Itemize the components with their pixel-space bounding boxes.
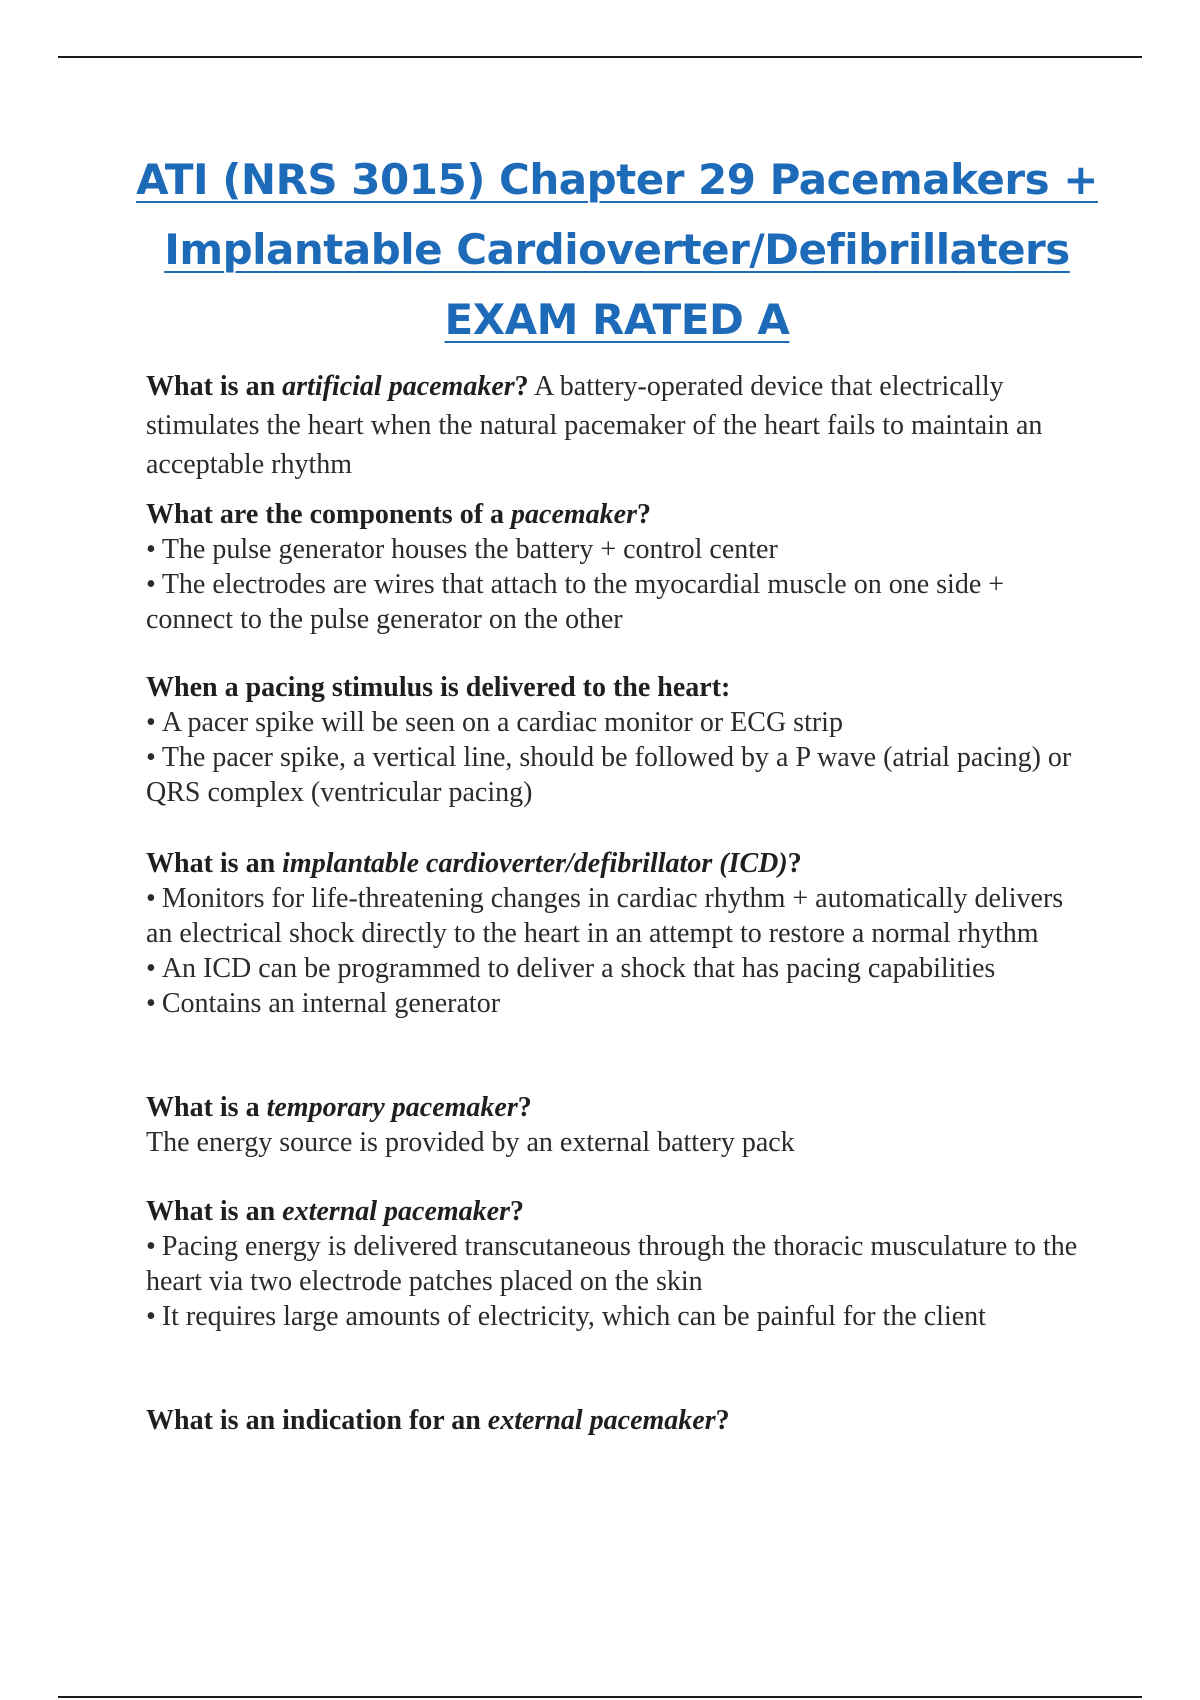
title-line-1: ATI (NRS 3015) Chapter 29 Pacemakers +: [136, 155, 1098, 204]
answer-artificial: A battery-operated device that electrically stimulates the heart when the natural pacemaker of the heart fails to maintain an acceptable rhythm: [146, 371, 1043, 480]
section-artificial-pacemaker: [146, 367, 1090, 484]
bullet-list-components: [146, 532, 1090, 637]
list-item: • Pacing energy is delivered transcutaneous through the thoracic musculature to the heart via two electrode patches placed on the skin: [146, 1231, 1078, 1297]
question-stimulus: When a pacing stimulus is delivered to the heart:: [146, 672, 731, 703]
question-external: What is an external pacemaker?: [146, 1196, 524, 1227]
question-artificial: What is an artificial pacemaker?: [146, 371, 529, 402]
section-temporary-pacemaker: [146, 1090, 1090, 1160]
section-external-pacemaker: [146, 1194, 1090, 1334]
bullet-list-icd: [146, 881, 1090, 1021]
question-components: What are the components of a pacemaker?: [146, 499, 651, 530]
list-item: • Monitors for life-threatening changes in cardiac rhythm + automatically delivers an electrical shock directly to the heart in an attempt to restore a normal rhythm: [146, 883, 1064, 949]
list-item: • Contains an internal generator: [146, 988, 501, 1019]
bullet-list-stimulus: [146, 705, 1090, 810]
list-item: • A pacer spike will be seen on a cardiac monitor or ECG strip: [146, 707, 843, 738]
list-item: • The electrodes are wires that attach to the myocardial muscle on one side + connect to the pulse generator on the other: [146, 569, 1005, 635]
qa-artificial: [146, 367, 1090, 484]
top-rule: [58, 56, 1142, 58]
question-indication: What is an indication for an external pacemaker?: [146, 1405, 730, 1436]
bottom-rule: [58, 1696, 1142, 1698]
section-indication: [146, 1403, 1090, 1438]
bullet-list-external: [146, 1229, 1090, 1334]
section-pacing-stimulus: [146, 670, 1090, 810]
list-item: • It requires large amounts of electricity, which can be painful for the client: [146, 1301, 986, 1332]
title-line-3: EXAM RATED A: [444, 295, 790, 344]
question-temporary: What is a temporary pacemaker?: [146, 1092, 532, 1123]
section-icd: [146, 846, 1090, 1021]
answer-temporary: The energy source is provided by an external battery pack: [146, 1127, 795, 1158]
list-item: • The pacer spike, a vertical line, should be followed by a P wave (atrial pacing) or QRS complex (ventricular pacing): [146, 742, 1072, 808]
list-item: • An ICD can be programmed to deliver a shock that has pacing capabilities: [146, 953, 996, 984]
list-item: • The pulse generator houses the battery + control center: [146, 534, 778, 565]
document-title: [110, 145, 1124, 355]
section-components: [146, 497, 1090, 637]
title-line-2: Implantable Cardioverter/Defibrillaters: [164, 225, 1070, 274]
question-icd: What is an implantable cardioverter/defibrillator (ICD)?: [146, 848, 802, 879]
